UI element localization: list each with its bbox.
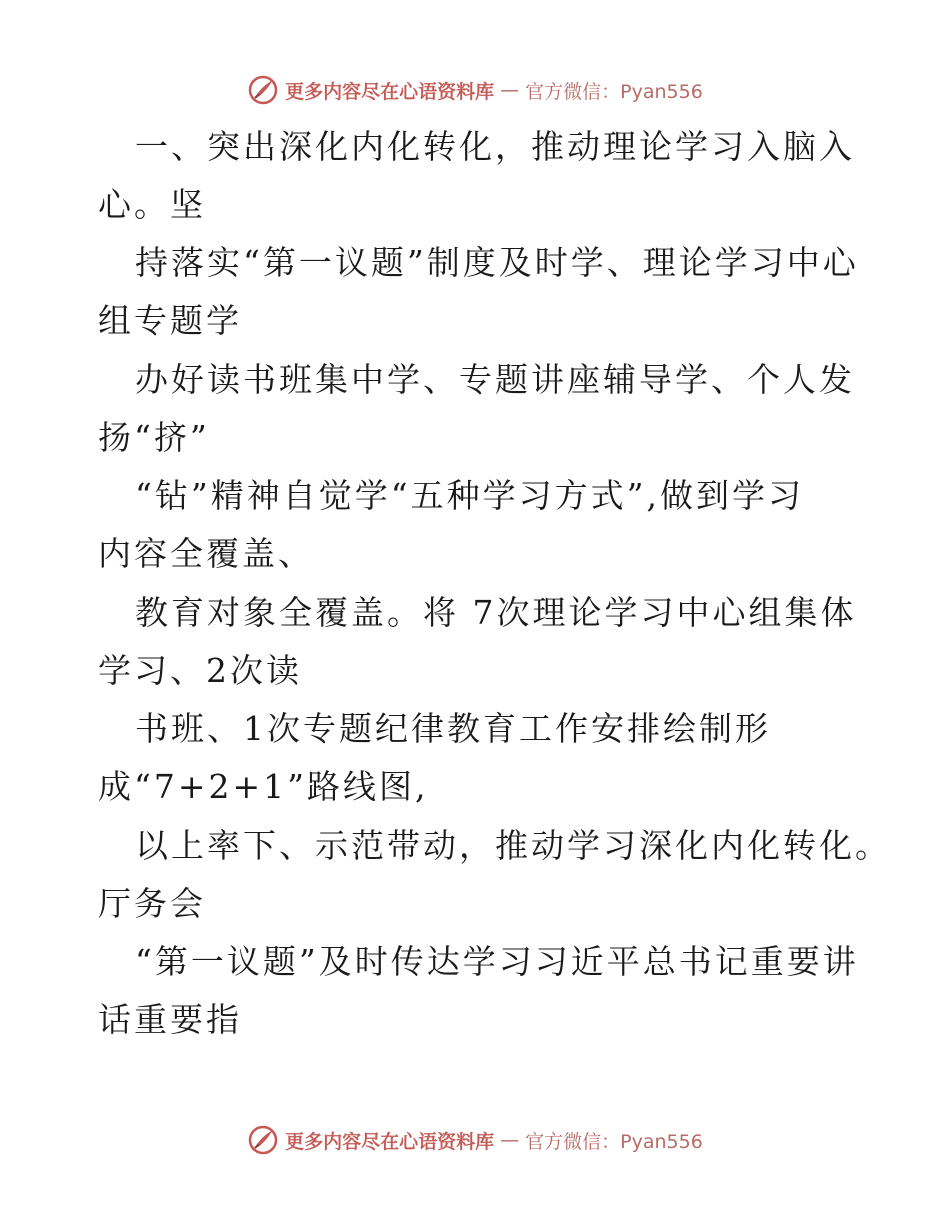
text-line: 厅务会 <box>98 884 206 923</box>
watermark-wechat-text: 官方微信：Pyan556 <box>525 1130 703 1153</box>
text-line: 组专题学 <box>98 301 242 340</box>
quill-logo-icon <box>247 1124 279 1156</box>
text-line: 办好读书班集中学、专题讲座辅导学、个人发 <box>135 360 855 399</box>
text-line: 成“7+2+1”路线图, <box>98 767 429 806</box>
footer-watermark <box>0 1120 950 1160</box>
text-line: 书班、1次专题纪律教育工作安排绘制形 <box>135 709 771 748</box>
text-line: 话重要指 <box>98 1000 242 1039</box>
text-line: 内容全覆盖、 <box>98 534 314 573</box>
text-line: “第一议题”及时传达学习习近平总书记重要讲 <box>135 942 859 981</box>
watermark-main-text: 更多内容尽在心语资料库 <box>285 1130 495 1153</box>
text-line: 教育对象全覆盖。将 7次理论学习中心组集体 <box>135 593 857 632</box>
header-watermark <box>0 70 950 110</box>
text-line: 持落实“第一议题”制度及时学、理论学习中心 <box>135 243 859 282</box>
quill-logo-icon <box>247 74 279 106</box>
watermark-main-text: 更多内容尽在心语资料库 <box>285 80 495 103</box>
text-line: 一、突出深化内化转化，推动理论学习入脑入 <box>135 127 855 166</box>
text-line: 扬“挤” <box>98 418 210 457</box>
watermark-wechat-text: 官方微信：Pyan556 <box>525 80 703 103</box>
text-line: 学习、2次读 <box>98 651 302 690</box>
text-line: 心。坚 <box>98 185 206 224</box>
text-line: 以上率下、示范带动，推动学习深化内化转化。 <box>135 826 891 865</box>
watermark-dash: — <box>500 1129 520 1151</box>
document-body <box>0 118 950 1078</box>
watermark-dash: — <box>500 79 520 101</box>
text-line: “钻”精神自觉学“五种学习方式”,做到学习 <box>135 476 804 515</box>
